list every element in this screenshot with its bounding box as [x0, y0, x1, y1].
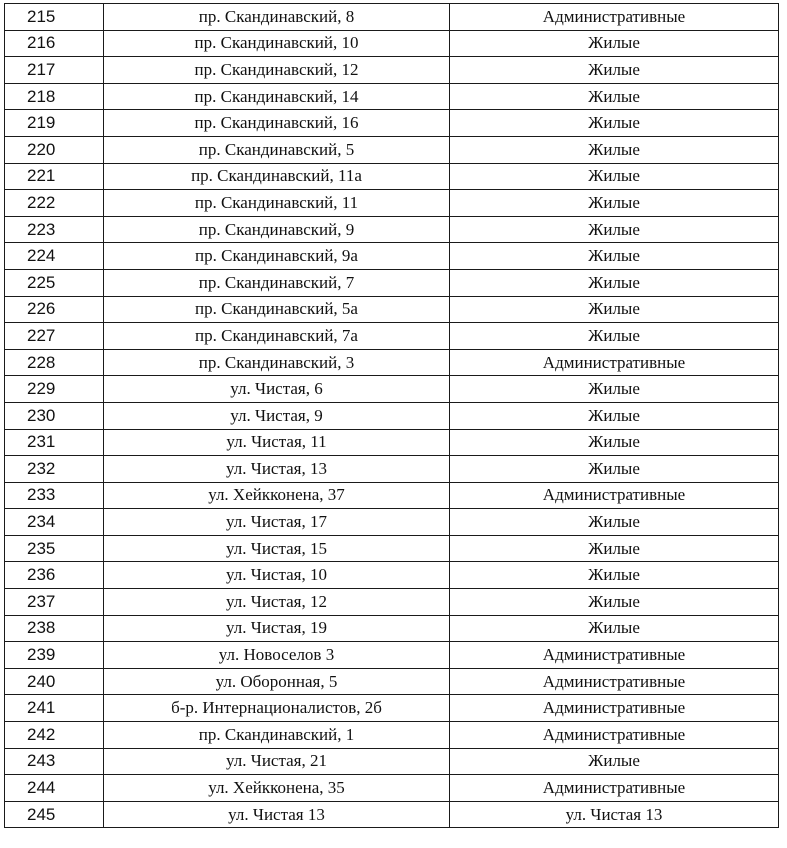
- table-row: [5, 748, 779, 775]
- table-row: [5, 482, 779, 509]
- address-cell: пр. Скандинавский, 9а: [104, 243, 450, 270]
- building-type-cell: ул. Чистая 13: [450, 801, 779, 828]
- table-row: [5, 589, 779, 616]
- table-row: [5, 562, 779, 589]
- row-number-cell: 217: [5, 57, 104, 84]
- row-number-cell: 219: [5, 110, 104, 137]
- table-row: [5, 456, 779, 483]
- address-cell: б-р. Интернационалистов, 2б: [104, 695, 450, 722]
- table-row: [5, 535, 779, 562]
- row-number-cell: 244: [5, 775, 104, 802]
- building-type-cell: Жилые: [450, 535, 779, 562]
- address-cell: пр. Скандинавский, 12: [104, 57, 450, 84]
- row-number-cell: 245: [5, 801, 104, 828]
- table-row: [5, 509, 779, 536]
- row-number-cell: 227: [5, 323, 104, 350]
- building-type-cell: Жилые: [450, 269, 779, 296]
- table-row: [5, 323, 779, 350]
- building-type-cell: Жилые: [450, 110, 779, 137]
- building-type-cell: Административные: [450, 775, 779, 802]
- table-row: [5, 801, 779, 828]
- row-number-cell: 233: [5, 482, 104, 509]
- address-cell: пр. Скандинавский, 10: [104, 30, 450, 57]
- table-row: [5, 296, 779, 323]
- building-type-cell: Жилые: [450, 402, 779, 429]
- building-type-cell: Жилые: [450, 190, 779, 217]
- table-row: [5, 269, 779, 296]
- table-row: [5, 136, 779, 163]
- row-number-cell: 221: [5, 163, 104, 190]
- row-number-cell: 243: [5, 748, 104, 775]
- buildings-table: [4, 3, 779, 828]
- row-number-cell: 224: [5, 243, 104, 270]
- row-number-cell: 235: [5, 535, 104, 562]
- table-row: [5, 243, 779, 270]
- building-type-cell: Жилые: [450, 589, 779, 616]
- address-cell: ул. Хейкконена, 35: [104, 775, 450, 802]
- building-type-cell: Жилые: [450, 30, 779, 57]
- building-type-cell: Жилые: [450, 163, 779, 190]
- address-cell: пр. Скандинавский, 9: [104, 216, 450, 243]
- table-row: [5, 216, 779, 243]
- building-type-cell: Жилые: [450, 509, 779, 536]
- address-cell: ул. Новоселов 3: [104, 642, 450, 669]
- table-row: [5, 83, 779, 110]
- table-row: [5, 190, 779, 217]
- row-number-cell: 237: [5, 589, 104, 616]
- address-cell: ул. Чистая, 9: [104, 402, 450, 429]
- address-cell: ул. Чистая, 15: [104, 535, 450, 562]
- table-row: [5, 4, 779, 31]
- address-cell: пр. Скандинавский, 5: [104, 136, 450, 163]
- row-number-cell: 218: [5, 83, 104, 110]
- address-cell: пр. Скандинавский, 11: [104, 190, 450, 217]
- row-number-cell: 231: [5, 429, 104, 456]
- building-type-cell: Административные: [450, 695, 779, 722]
- address-cell: пр. Скандинавский, 16: [104, 110, 450, 137]
- document-page: [4, 3, 779, 828]
- address-cell: пр. Скандинавский, 8: [104, 4, 450, 31]
- address-cell: пр. Скандинавский, 3: [104, 349, 450, 376]
- building-type-cell: Административные: [450, 642, 779, 669]
- table-row: [5, 349, 779, 376]
- row-number-cell: 232: [5, 456, 104, 483]
- building-type-cell: Жилые: [450, 429, 779, 456]
- table-body: [5, 4, 779, 828]
- address-cell: ул. Чистая, 19: [104, 615, 450, 642]
- building-type-cell: Жилые: [450, 748, 779, 775]
- row-number-cell: 230: [5, 402, 104, 429]
- table-row: [5, 429, 779, 456]
- row-number-cell: 223: [5, 216, 104, 243]
- row-number-cell: 242: [5, 722, 104, 749]
- address-cell: пр. Скандинавский, 1: [104, 722, 450, 749]
- table-row: [5, 775, 779, 802]
- address-cell: ул. Чистая, 6: [104, 376, 450, 403]
- building-type-cell: Жилые: [450, 376, 779, 403]
- building-type-cell: Жилые: [450, 323, 779, 350]
- building-type-cell: Жилые: [450, 456, 779, 483]
- building-type-cell: Административные: [450, 482, 779, 509]
- table-row: [5, 642, 779, 669]
- address-cell: ул. Чистая 13: [104, 801, 450, 828]
- building-type-cell: Административные: [450, 4, 779, 31]
- row-number-cell: 215: [5, 4, 104, 31]
- address-cell: ул. Чистая, 11: [104, 429, 450, 456]
- table-row: [5, 110, 779, 137]
- address-cell: ул. Чистая, 13: [104, 456, 450, 483]
- table-row: [5, 30, 779, 57]
- row-number-cell: 216: [5, 30, 104, 57]
- building-type-cell: Жилые: [450, 243, 779, 270]
- table-row: [5, 163, 779, 190]
- address-cell: пр. Скандинавский, 7: [104, 269, 450, 296]
- address-cell: пр. Скандинавский, 5а: [104, 296, 450, 323]
- row-number-cell: 226: [5, 296, 104, 323]
- address-cell: ул. Чистая, 10: [104, 562, 450, 589]
- building-type-cell: Жилые: [450, 296, 779, 323]
- row-number-cell: 222: [5, 190, 104, 217]
- address-cell: ул. Оборонная, 5: [104, 668, 450, 695]
- address-cell: пр. Скандинавский, 14: [104, 83, 450, 110]
- building-type-cell: Административные: [450, 349, 779, 376]
- row-number-cell: 240: [5, 668, 104, 695]
- building-type-cell: Жилые: [450, 83, 779, 110]
- building-type-cell: Административные: [450, 668, 779, 695]
- table-row: [5, 376, 779, 403]
- building-type-cell: Жилые: [450, 216, 779, 243]
- building-type-cell: Жилые: [450, 136, 779, 163]
- row-number-cell: 228: [5, 349, 104, 376]
- row-number-cell: 241: [5, 695, 104, 722]
- address-cell: ул. Чистая, 21: [104, 748, 450, 775]
- row-number-cell: 239: [5, 642, 104, 669]
- building-type-cell: Жилые: [450, 615, 779, 642]
- table-row: [5, 695, 779, 722]
- building-type-cell: Жилые: [450, 57, 779, 84]
- row-number-cell: 234: [5, 509, 104, 536]
- address-cell: ул. Чистая, 17: [104, 509, 450, 536]
- building-type-cell: Административные: [450, 722, 779, 749]
- table-row: [5, 402, 779, 429]
- address-cell: пр. Скандинавский, 11а: [104, 163, 450, 190]
- address-cell: ул. Хейкконена, 37: [104, 482, 450, 509]
- address-cell: пр. Скандинавский, 7а: [104, 323, 450, 350]
- table-row: [5, 615, 779, 642]
- row-number-cell: 225: [5, 269, 104, 296]
- row-number-cell: 238: [5, 615, 104, 642]
- table-row: [5, 668, 779, 695]
- building-type-cell: Жилые: [450, 562, 779, 589]
- row-number-cell: 229: [5, 376, 104, 403]
- table-row: [5, 722, 779, 749]
- row-number-cell: 220: [5, 136, 104, 163]
- row-number-cell: 236: [5, 562, 104, 589]
- address-cell: ул. Чистая, 12: [104, 589, 450, 616]
- table-row: [5, 57, 779, 84]
